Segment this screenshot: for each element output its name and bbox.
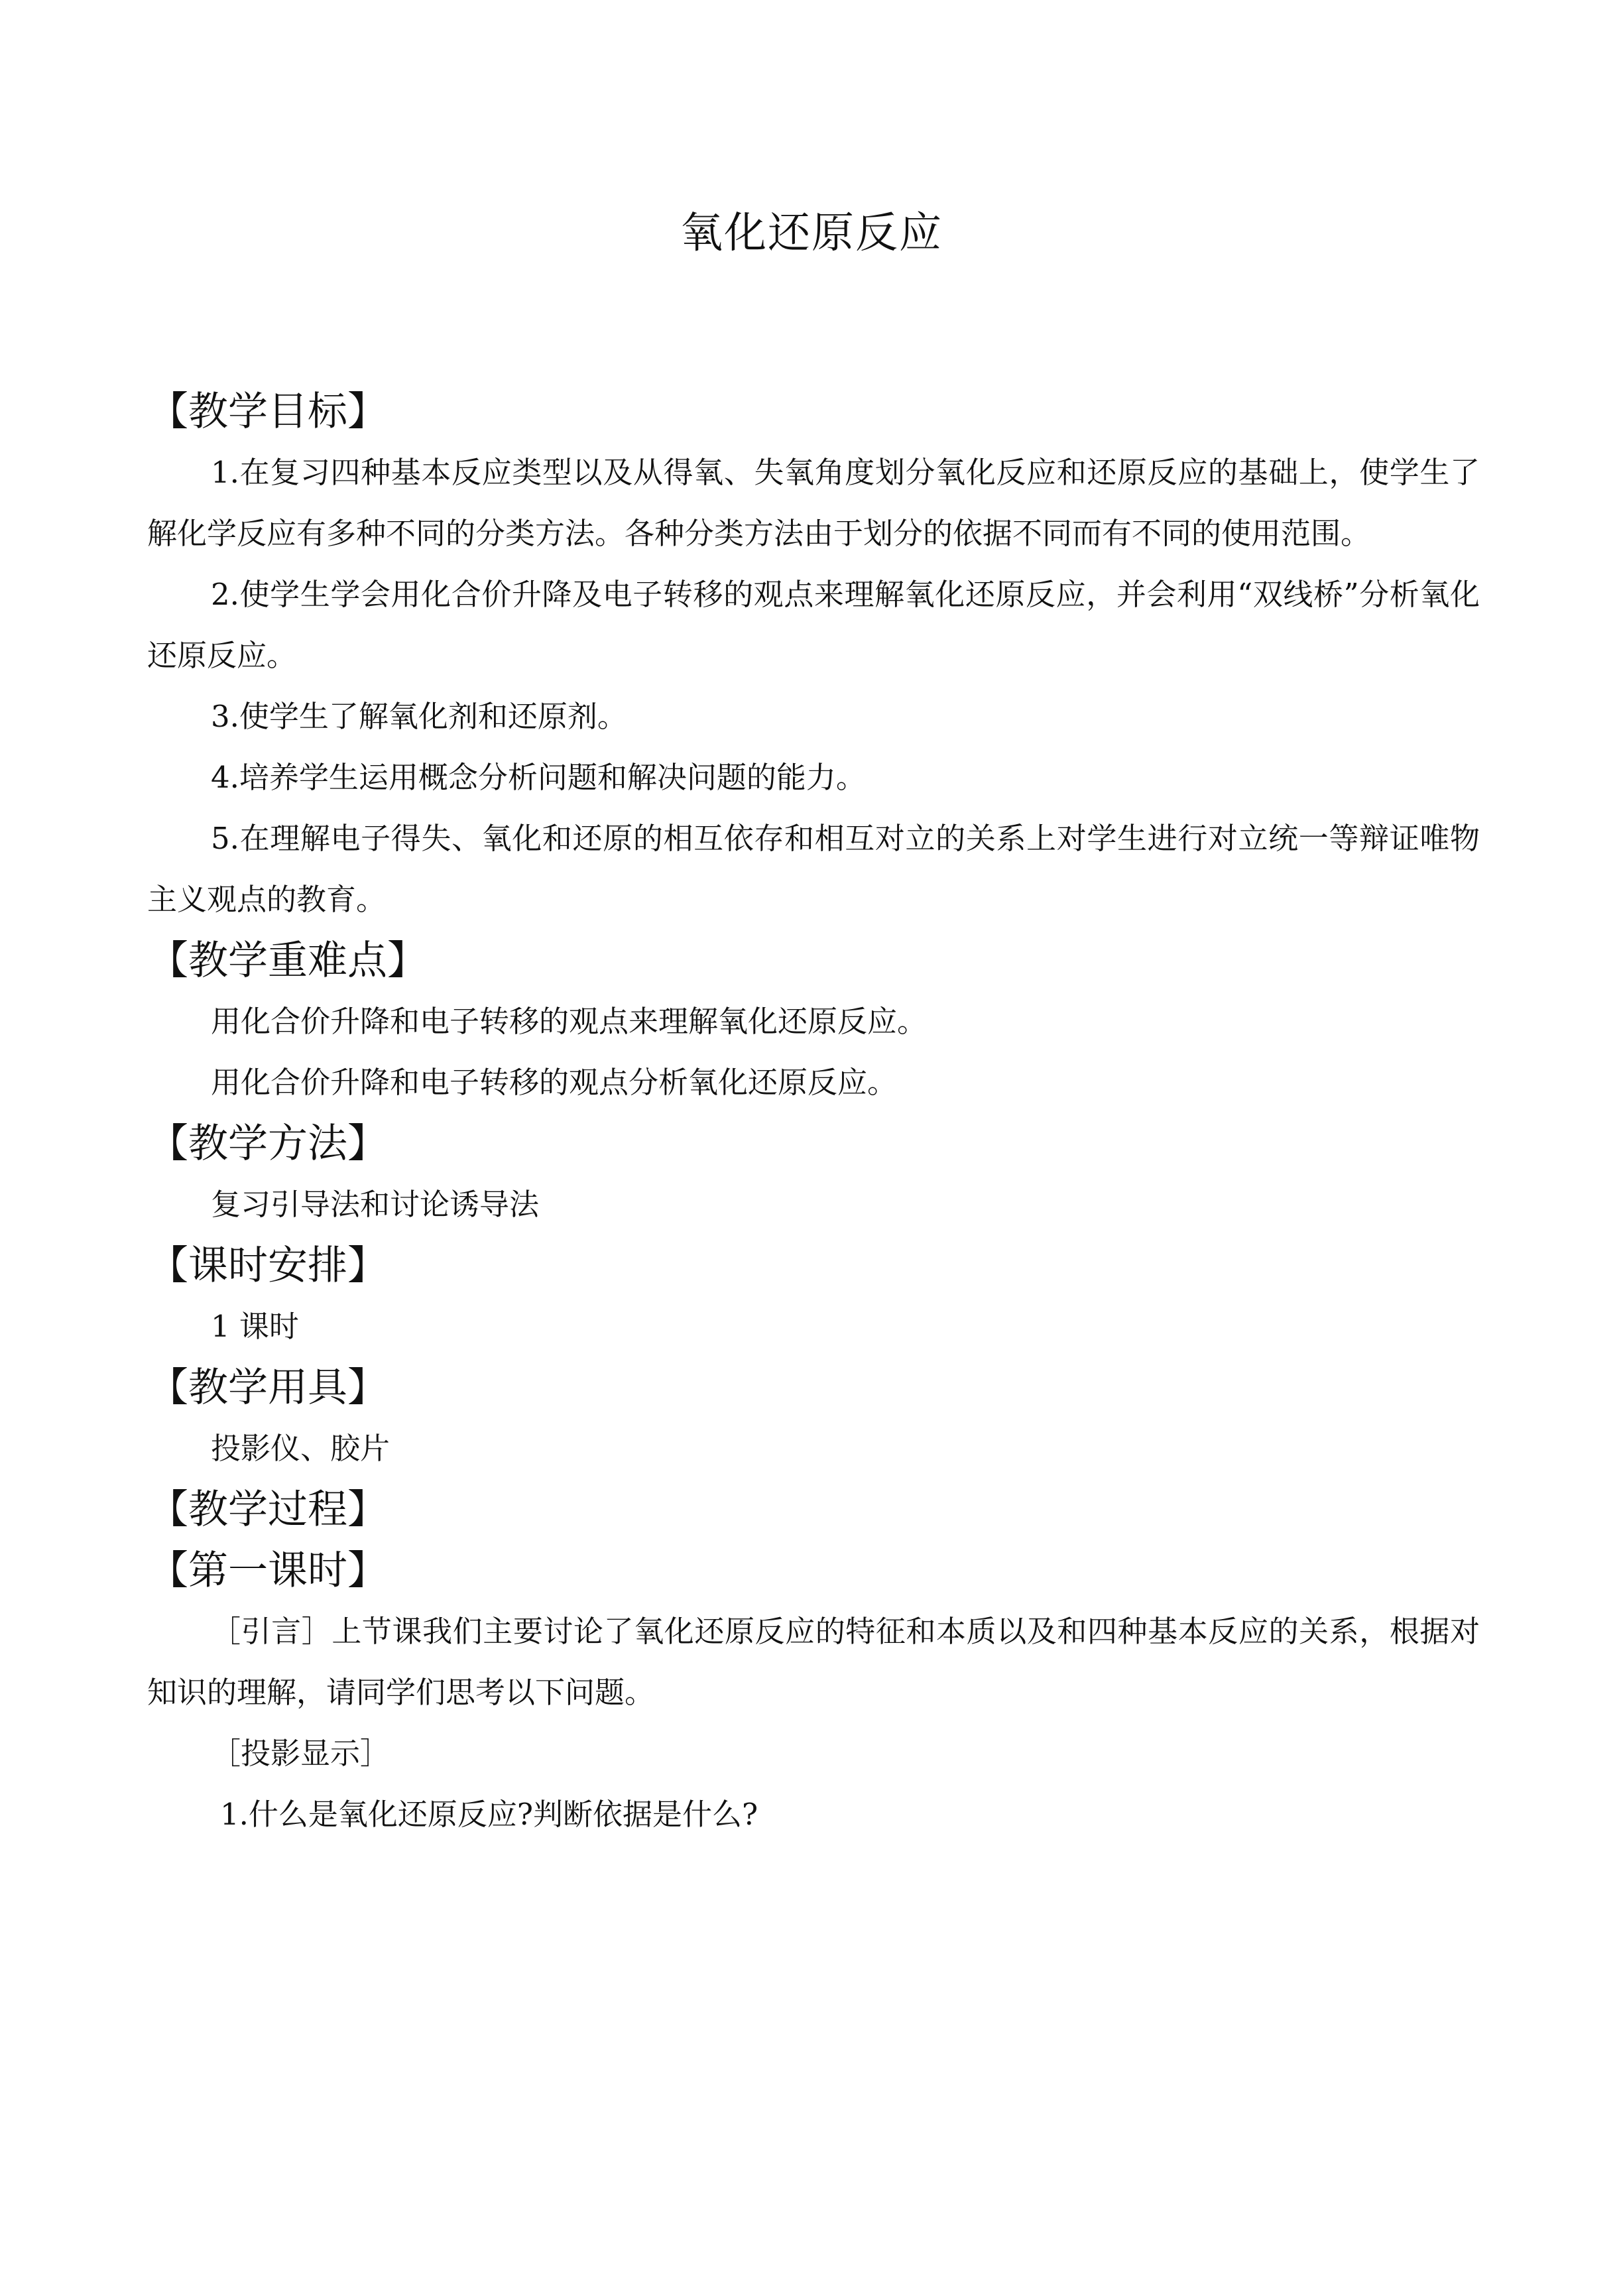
question-item-1: 1.什么是氧化还原反应?判断依据是什么? — [220, 1797, 758, 1832]
methods-text: 复习引导法和讨论诱导法 — [211, 1187, 540, 1222]
section-heading-tools: 【教学用具】 — [149, 1364, 387, 1411]
objective-item-1: 1.在复习四种基本反应类型以及从得氧、失氧角度划分氧化反应和还原反应的基础上，使学生了解化学反应有多种不同的分类方法。各种分类方法由于划分的依据不同而有不同的使用范围。 — [147, 455, 1480, 551]
objective-item-4: 4.培养学生运用概念分析问题和解决问题的能力。 — [211, 760, 866, 795]
section-heading-methods: 【教学方法】 — [149, 1120, 387, 1167]
section-heading-key-points: 【教学重难点】 — [149, 937, 427, 984]
key-point-item-2: 用化合价升降和电子转移的观点分析氧化还原反应。 — [211, 1065, 898, 1100]
lesson-intro: ［引言］上节课我们主要讨论了氧化还原反应的特征和本质以及和四种基本反应的关系，根据对知识的理解，请同学们思考以下问题。 — [147, 1614, 1480, 1710]
objective-item-5: 5.在理解电子得失、氧化和还原的相互依存和相互对立的关系上对学生进行对立统一等辩证唯物主义观点的教育。 — [147, 821, 1480, 917]
document-body — [147, 381, 1480, 1845]
tools-text: 投影仪、胶片 — [211, 1431, 391, 1466]
schedule-text: 1 课时 — [211, 1309, 299, 1344]
section-heading-objectives: 【教学目标】 — [149, 389, 387, 435]
projection-label: ［投影显示］ — [211, 1736, 391, 1771]
document-title: 氧化还原反应 — [680, 209, 943, 258]
section-heading-schedule: 【课时安排】 — [149, 1242, 387, 1289]
objective-item-3: 3.使学生了解氧化剂和还原剂。 — [211, 699, 627, 734]
section-heading-first-lesson: 【第一课时】 — [149, 1547, 387, 1594]
objective-item-2: 2.使学生学会用化合价升降及电子转移的观点来理解氧化还原反应，并会利用“双线桥”分析氧化还原反应。 — [147, 577, 1480, 673]
key-point-item-1: 用化合价升降和电子转移的观点来理解氧化还原反应。 — [211, 1004, 928, 1039]
section-heading-process: 【教学过程】 — [149, 1486, 387, 1533]
